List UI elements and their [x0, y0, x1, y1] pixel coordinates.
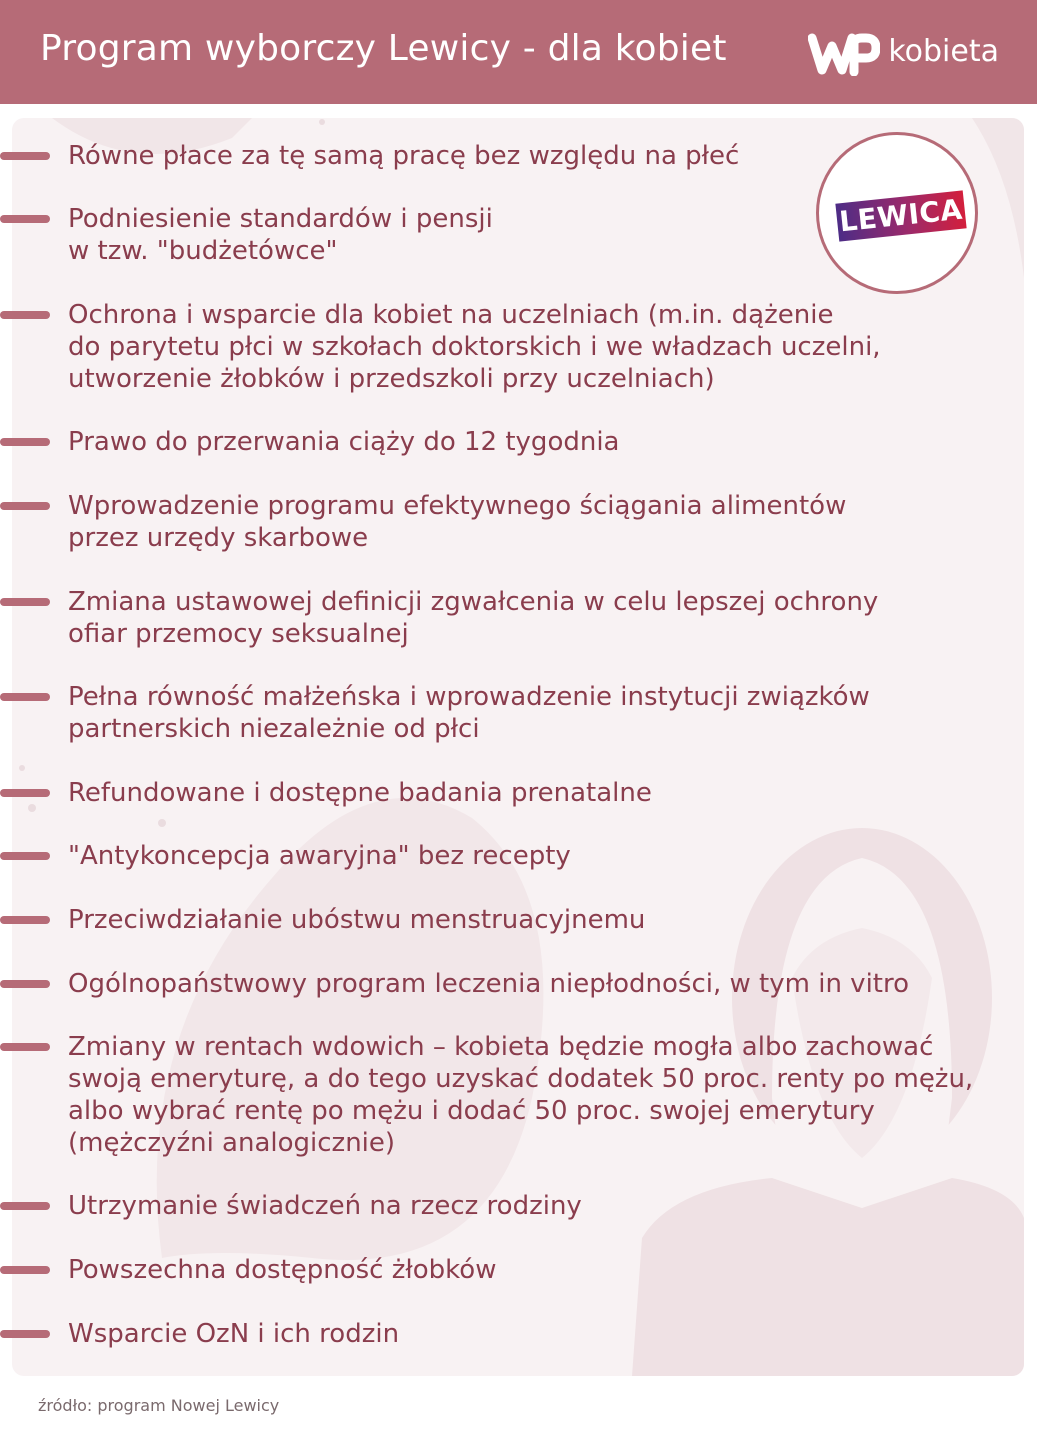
list-item-text: Zmiana ustawowej definicji zgwałcenia w celu lepszej ochrony ofiar przemocy seksualnej — [68, 587, 879, 649]
list-item-text: Powszechna dostępność żłobków — [68, 1255, 497, 1285]
bullet-bar — [0, 1330, 50, 1338]
bullet-bar — [0, 693, 50, 701]
bullet-bar — [0, 916, 50, 924]
header-bar — [0, 0, 1037, 104]
bullet-bar — [0, 598, 50, 606]
bullet-bar — [0, 1202, 50, 1210]
wp-logo-icon — [808, 32, 880, 76]
source-note: źródło: program Nowej Lewicy — [38, 1396, 280, 1415]
bullet-bar — [0, 980, 50, 988]
list-item-text: Pełna równość małżeńska i wprowadzenie instytucji związków partnerskich niezależnie od płci — [68, 682, 870, 744]
bullet-bar — [0, 152, 50, 160]
list-item-text: Utrzymanie świadczeń na rzecz rodziny — [68, 1191, 582, 1221]
list-item-text: Przeciwdziałanie ubóstwu menstruacyjnemu — [68, 905, 646, 935]
bullet-bar — [0, 1043, 50, 1051]
list-item-text: Prawo do przerwania ciąży do 12 tygodnia — [68, 427, 620, 457]
page-title: Program wyborczy Lewicy - dla kobiet — [40, 28, 727, 69]
bullet-bar — [0, 502, 50, 510]
bullet-bar — [0, 438, 50, 446]
bullet-bar — [0, 1266, 50, 1274]
list-item-text: Równe płace za tę samą pracę bez względu na płeć — [68, 141, 740, 171]
list-item-text: Zmiany w rentach wdowich – kobieta będzie mogła albo zachować swoją emeryturę, a do tego uzyskać dodatek 50 proc. renty po mężu, albo wybrać rentę po mężu i dodać 50 proc. swojej emerytury (mężczyźni analogicznie) — [68, 1032, 974, 1158]
list-item-text: Refundowane i dostępne badania prenatalne — [68, 778, 652, 808]
list-item-text: "Antykoncepcja awaryjna" bez recepty — [68, 841, 571, 871]
list-item-text: Podniesienie standardów i pensji w tzw. "budżetówce" — [68, 204, 493, 266]
brand-text: kobieta — [888, 33, 999, 69]
bullet-bar — [0, 789, 50, 797]
list-item-text: Wsparcie OzN i ich rodzin — [68, 1319, 400, 1349]
bullet-bar — [0, 311, 50, 319]
bullet-bar — [0, 852, 50, 860]
lewica-logo: LEWICA — [835, 190, 966, 241]
lewica-badge — [816, 132, 978, 294]
bullet-bar — [0, 215, 50, 223]
list-item-text: Ochrona i wsparcie dla kobiet na uczelniach (m.in. dążenie do parytetu płci w szkołach doktorskich i we władzach uczelni, utworzenie żłobków i przedszkoli przy uczelniach) — [68, 300, 881, 394]
list-item-text: Ogólnopaństwowy program leczenia niepłodności, w tym in vitro — [68, 969, 910, 999]
list-item-text: Wprowadzenie programu efektywnego ściągania alimentów przez urzędy skarbowe — [68, 491, 847, 553]
brand-logo[interactable] — [808, 30, 999, 78]
